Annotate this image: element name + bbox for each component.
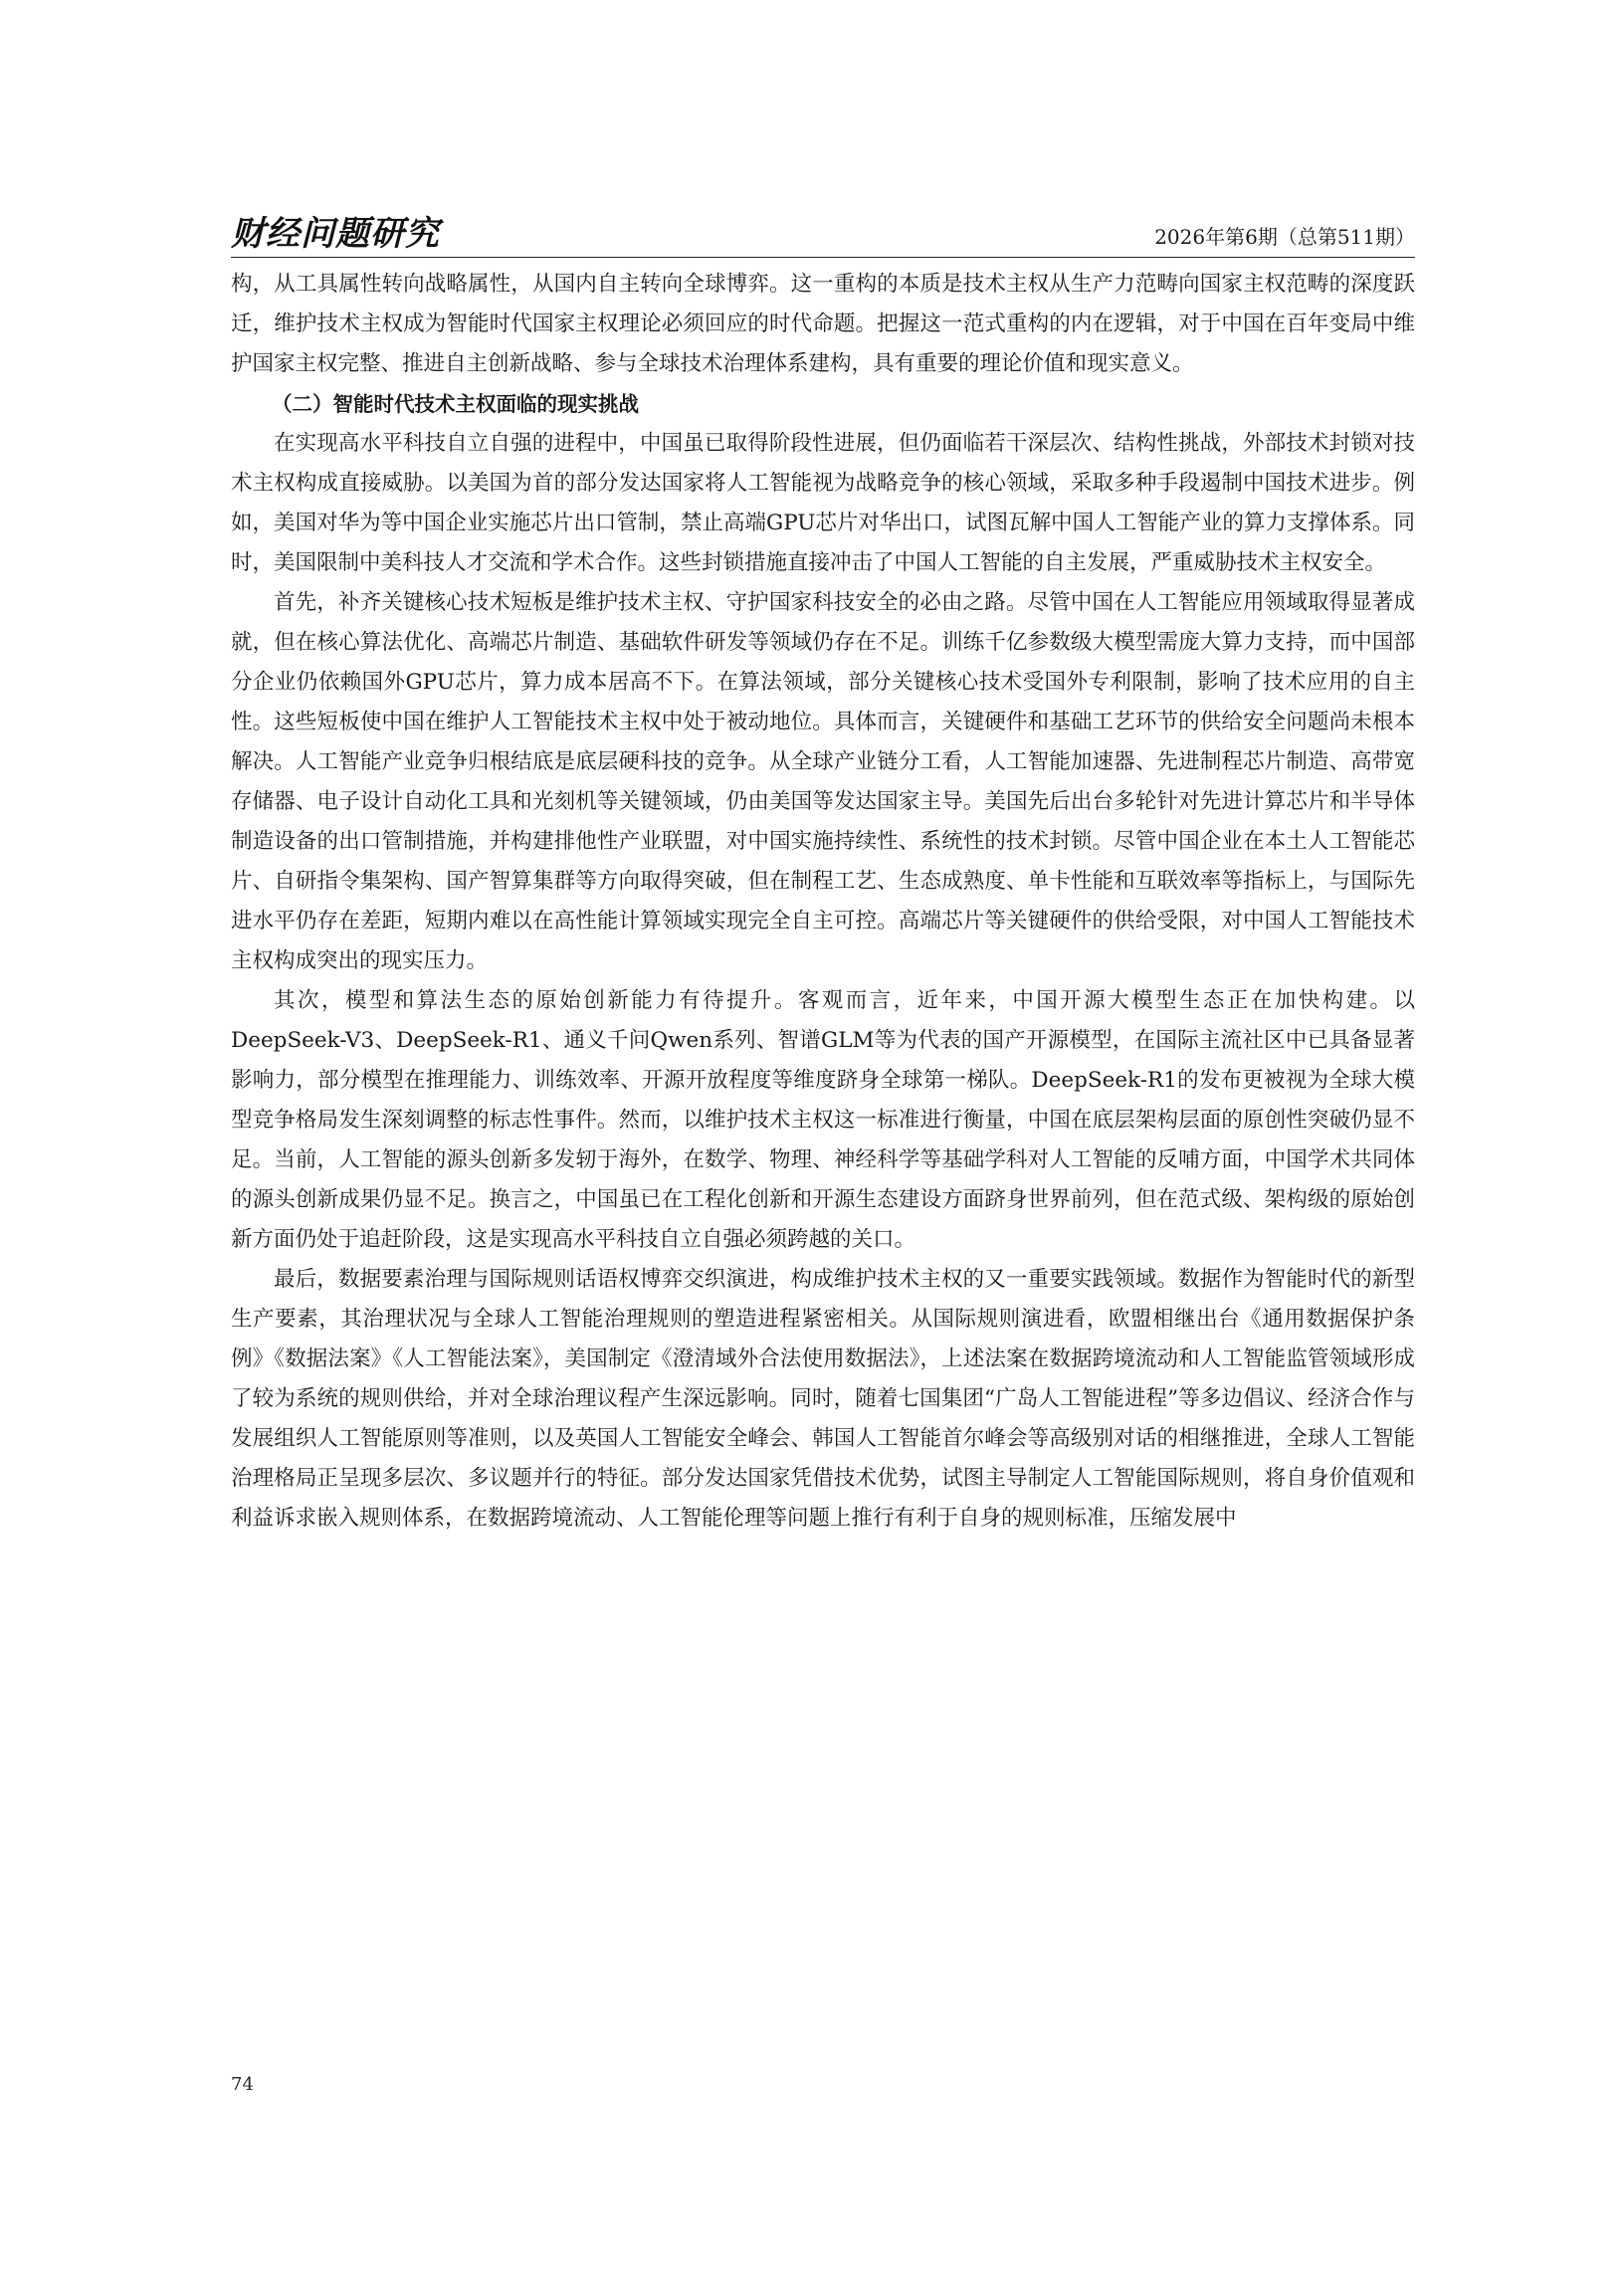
paragraph-continuation: 构，从工具属性转向战略属性，从国内自主转向全球博弈。这一重构的本质是技术主权从生产力范畴向国家主权范畴的深度跃迁，维护技术主权成为智能时代国家主权理论必须回应的时代命题。把握这一范式重构的内在逻辑，对于中国在百年变局中维护国家主权完整、推进自主创新战略、参与全球技术治理体系建构，具有重要的理论价值和现实意义。	[231, 272, 1415, 376]
paragraph: 其次，模型和算法生态的原始创新能力有待提升。客观而言，近年来，中国开源大模型生态正在加快构建。以DeepSeek-V3、DeepSeek-R1、通义千问Qwen系列、智谱GLM等为代表的国产开源模型，在国际主流社区中已具备显著影响力，部分模型在推理能力、训练效率、开源开放程度等维度跻身全球第一梯队。DeepSeek-R1的发布更被视为全球大模型竞争格局发生深刻调整的标志性事件。然而，以维护技术主权这一标准进行衡量，中国在底层架构层面的原创性突破仍显不足。当前，人工智能的源头创新多发轫于海外，在数学、物理、神经科学等基础学科对人工智能的反哺方面，中国学术共同体的源头创新成果仍显不足。换言之，中国虽已在工程化创新和开源生态建设方面跻身世界前列，但在范式级、架构级的原始创新方面仍处于追赶阶段，这是实现高水平科技自立自强必须跨越的关口。	[231, 988, 1415, 1252]
header-rule	[231, 257, 1415, 258]
paragraph: 在实现高水平科技自立自强的进程中，中国虽已取得阶段性进展，但仍面临若干深层次、结构性挑战，外部技术封锁对技术主权构成直接威胁。以美国为首的部分发达国家将人工智能视为战略竞争的核心领域，采取多种手段遏制中国技术进步。例如，美国对华为等中国企业实施芯片出口管制，禁止高端GPU芯片对华出口，试图瓦解中国人工智能产业的算力支撑体系。同时，美国限制中美科技人才交流和学术合作。这些封锁措施直接冲击了中国人工智能的自主发展，严重威胁技术主权安全。	[231, 431, 1415, 575]
paragraph: 最后，数据要素治理与国际规则话语权博弈交织演进，构成维护技术主权的又一重要实践领域。数据作为智能时代的新型生产要素，其治理状况与全球人工智能治理规则的塑造进程紧密相关。从国际规则演进看，欧盟相继出台《通用数据保护条例》《数据法案》《人工智能法案》，美国制定《澄清域外合法使用数据法》，上述法案在数据跨境流动和人工智能监管领域形成了较为系统的规则供给，并对全球治理议程产生深远影响。同时，随着七国集团“广岛人工智能进程”等多边倡议、经济合作与发展组织人工智能原则等准则，以及英国人工智能安全峰会、韩国人工智能首尔峰会等高级别对话的相继推进，全球人工智能治理格局正呈现多层次、多议题并行的特征。部分发达国家凭借技术优势，试图主导制定人工智能国际规则，将自身价值观和利益诉求嵌入规则体系，在数据跨境流动、人工智能伦理等问题上推行有利于自身的规则标准，压缩发展中	[231, 1267, 1415, 1531]
page-number: 74	[231, 2074, 254, 2095]
section-heading: （二）智能时代技术主权面临的现实挑战	[272, 392, 639, 416]
body-text	[231, 265, 1415, 1539]
paragraph: 首先，补齐关键核心技术短板是维护技术主权、守护国家科技安全的必由之路。尽管中国在人工智能应用领域取得显著成就，但在核心算法优化、高端芯片制造、基础软件研发等领域仍存在不足。训练千亿参数级大模型需庞大算力支持，而中国部分企业仍依赖国外GPU芯片，算力成本居高不下。在算法领域，部分关键核心技术受国外专利限制，影响了技术应用的自主性。这些短板使中国在维护人工智能技术主权中处于被动地位。具体而言，关键硬件和基础工艺环节的供给安全问题尚未根本解决。人工智能产业竞争归根结底是底层硬科技的竞争。从全球产业链分工看，人工智能加速器、先进制程芯片制造、高带宽存储器、电子设计自动化工具和光刻机等关键领域，仍由美国等发达国家主导。美国先后出台多轮针对先进计算芯片和半导体制造设备的出口管制措施，并构建排他性产业联盟，对中国实施持续性、系统性的技术封锁。尽管中国企业在本土人工智能芯片、自研指令集架构、国产智算集群等方向取得突破，但在制程工艺、生态成熟度、单卡性能和互联效率等指标上，与国际先进水平仍存在差距，短期内难以在高性能计算领域实现完全自主可控。高端芯片等关键硬件的供给受限，对中国人工智能技术主权构成突出的现实压力。	[231, 590, 1415, 973]
issue-info: 2026年第6期（总第511期）	[1154, 225, 1415, 249]
running-header	[231, 205, 1415, 254]
journal-title: 财经问题研究	[231, 214, 440, 254]
